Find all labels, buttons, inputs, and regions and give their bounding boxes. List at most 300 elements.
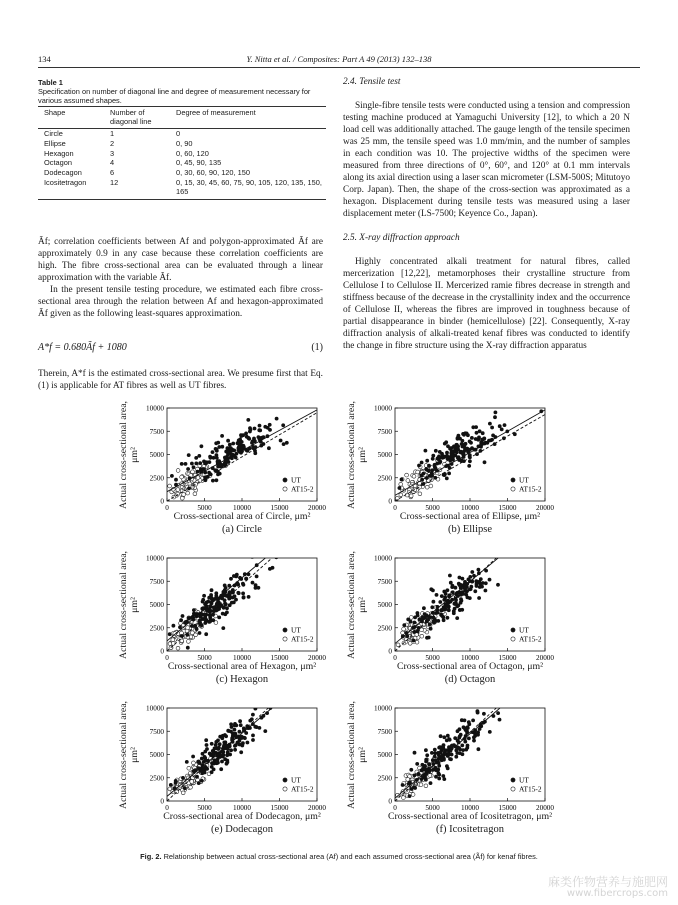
- y-tick-label: 2500: [149, 774, 164, 783]
- data-point: [466, 726, 470, 730]
- data-point: [442, 618, 446, 622]
- x-tick-label: 10000: [461, 804, 479, 812]
- x-tick-label: 5000: [425, 654, 440, 662]
- y-tick-label: 10000: [374, 704, 392, 713]
- data-point: [448, 738, 452, 742]
- data-point: [228, 443, 232, 447]
- y-tick-label: 0: [160, 497, 164, 506]
- data-point: [220, 760, 224, 764]
- data-point: [474, 437, 478, 441]
- data-point: [198, 461, 202, 465]
- data-point: [459, 597, 463, 601]
- x-tick-label: 0: [393, 804, 397, 812]
- data-point: [446, 444, 450, 448]
- data-point: [496, 583, 500, 587]
- data-point: [216, 758, 220, 762]
- data-point: [228, 590, 232, 594]
- y-tick-label: 10000: [374, 554, 392, 563]
- table-label: Table 1: [38, 78, 63, 87]
- data-point: [181, 791, 185, 795]
- y-tick-label: 7500: [149, 427, 164, 436]
- x-tick-label: 15000: [270, 654, 289, 662]
- data-point: [205, 743, 209, 747]
- y-tick-label: 10000: [374, 404, 392, 413]
- data-point: [432, 600, 436, 604]
- data-point: [438, 450, 442, 454]
- table-row: [38, 139, 326, 149]
- data-point: [399, 493, 403, 497]
- data-point: [500, 428, 504, 432]
- data-point: [458, 576, 462, 580]
- data-point: [477, 568, 481, 572]
- table-caption-text: Specification on number of diagonal line and degree of measurement necessary for various assumed shapes.: [38, 87, 311, 105]
- legend-marker: [511, 637, 515, 641]
- figure-caption-text: Relationship between actual cross-sectional area (Af) and each assumed cross-sectional area (Ãf) for kenaf fibres.: [163, 852, 538, 861]
- data-point: [249, 550, 253, 554]
- y-tick-label: 0: [388, 647, 392, 656]
- data-point: [229, 722, 233, 726]
- legend-marker: [283, 778, 287, 782]
- data-point: [424, 467, 428, 471]
- data-point: [452, 445, 456, 449]
- data-point: [503, 423, 507, 427]
- data-point: [214, 743, 218, 747]
- data-point: [223, 757, 227, 761]
- data-point: [246, 418, 250, 422]
- data-point: [226, 439, 230, 443]
- data-point: [473, 589, 477, 593]
- data-point: [246, 741, 250, 745]
- y-tick-label: 5000: [377, 601, 392, 609]
- data-point: [471, 719, 475, 723]
- panel-label: (d) Octagon: [444, 674, 496, 685]
- data-point: [424, 778, 428, 782]
- data-point: [478, 727, 482, 731]
- data-point: [222, 605, 226, 609]
- data-point: [254, 707, 258, 711]
- data-point: [171, 638, 175, 642]
- data-point: [402, 796, 406, 800]
- x-tick-label: 10000: [461, 504, 479, 512]
- data-point: [180, 475, 184, 479]
- table-cell: Octagon: [44, 158, 72, 168]
- data-point: [239, 750, 243, 754]
- data-point: [237, 591, 241, 595]
- data-point: [251, 738, 255, 742]
- data-point: [405, 473, 409, 477]
- y-axis-label: Actual cross-sectional area, μm²: [118, 550, 140, 659]
- data-point: [211, 618, 215, 622]
- panel-label: (e) Dodecagon: [210, 824, 274, 835]
- table-cell: 3: [110, 148, 115, 158]
- data-point: [466, 744, 470, 748]
- data-point: [220, 736, 224, 740]
- panel-label: (f) Icositetragon: [436, 824, 504, 835]
- data-point: [232, 574, 236, 578]
- data-point: [307, 402, 311, 406]
- equation: [38, 342, 323, 353]
- y-tick-label: 5000: [149, 601, 164, 609]
- data-point: [184, 620, 188, 624]
- data-point: [450, 744, 454, 748]
- data-point: [187, 453, 191, 457]
- data-point: [204, 738, 208, 742]
- data-point: [412, 639, 416, 643]
- x-tick-label: 10000: [233, 504, 251, 512]
- data-point: [419, 783, 423, 787]
- data-point: [467, 578, 471, 582]
- y-tick-label: 2500: [149, 624, 164, 633]
- data-point: [254, 583, 258, 587]
- data-point: [187, 640, 191, 644]
- data-point: [431, 768, 435, 772]
- y-tick-label: 0: [160, 647, 164, 656]
- data-point: [464, 447, 468, 451]
- legend-marker: [283, 478, 287, 482]
- data-point: [233, 748, 237, 752]
- data-point: [202, 594, 206, 598]
- points-group: [167, 546, 280, 651]
- data-point: [195, 775, 199, 779]
- data-point: [192, 465, 196, 469]
- data-point: [464, 593, 468, 597]
- data-point: [215, 478, 219, 482]
- data-point: [424, 748, 428, 752]
- data-point: [535, 395, 539, 399]
- data-point: [191, 470, 195, 474]
- data-point: [211, 450, 215, 454]
- data-point: [174, 779, 178, 783]
- data-point: [225, 762, 229, 766]
- data-point: [482, 712, 486, 716]
- data-point: [263, 729, 267, 733]
- data-point: [475, 431, 479, 435]
- data-point: [258, 726, 262, 730]
- specification-table: [38, 106, 326, 200]
- data-point: [197, 781, 201, 785]
- data-point: [491, 434, 495, 438]
- data-point: [478, 585, 482, 589]
- y-tick-label: 2500: [377, 624, 392, 633]
- table-row: [38, 129, 326, 139]
- data-point: [267, 446, 271, 450]
- data-point: [446, 734, 450, 738]
- y-tick-label: 0: [160, 797, 164, 806]
- data-point: [458, 437, 462, 441]
- data-point: [195, 627, 199, 631]
- table-header-diagonal: Number of diagonal line: [104, 107, 170, 129]
- data-point: [281, 423, 285, 427]
- data-point: [212, 749, 216, 753]
- data-point: [429, 627, 433, 631]
- data-point: [442, 590, 446, 594]
- data-point: [176, 488, 180, 492]
- legend-marker: [511, 787, 515, 791]
- data-point: [200, 444, 204, 448]
- data-point: [192, 608, 196, 612]
- data-point: [436, 619, 440, 623]
- scatter-panel: [340, 700, 570, 845]
- data-point: [227, 729, 231, 733]
- data-point: [445, 764, 449, 768]
- y-axis-label: Actual cross-sectional area, μm²: [346, 550, 368, 659]
- data-point: [420, 461, 424, 465]
- data-point: [172, 624, 176, 628]
- data-point: [454, 755, 458, 759]
- y-tick-label: 2500: [377, 474, 392, 483]
- data-point: [434, 449, 438, 453]
- data-point: [279, 439, 283, 443]
- data-point: [194, 462, 198, 466]
- data-point: [186, 626, 190, 630]
- paragraph: Therein, A*f is the estimated cross-sectional area. We presume first that Eq. (1) is applicable for AT fibres as well as UT fibres.: [38, 369, 323, 391]
- legend-label: AT15-2: [291, 784, 314, 794]
- x-axis-label: Cross-sectional area of Ellipse, μm²: [399, 511, 541, 522]
- data-point: [239, 723, 243, 727]
- data-point: [452, 611, 456, 615]
- data-point: [439, 613, 443, 617]
- table-cell: 0, 90: [176, 138, 193, 148]
- data-point: [413, 751, 417, 755]
- table-cell: 0, 45, 90, 135: [176, 158, 222, 168]
- data-point: [413, 786, 417, 790]
- data-point: [488, 730, 492, 734]
- data-point: [225, 753, 229, 757]
- data-point: [229, 748, 233, 752]
- x-tick-label: 15000: [498, 654, 517, 662]
- watermark-logo: www.fibercrops.com: [566, 888, 668, 899]
- data-point: [433, 751, 437, 755]
- x-axis-label: Cross-sectional area of Circle, μm²: [173, 511, 311, 522]
- data-point: [469, 585, 473, 589]
- section-heading: 2.5. X-ray diffraction approach: [343, 233, 460, 243]
- data-point: [406, 479, 410, 483]
- data-point: [442, 777, 446, 781]
- legend-marker: [283, 637, 287, 641]
- data-point: [186, 491, 190, 495]
- data-point: [240, 434, 244, 438]
- data-point: [429, 781, 433, 785]
- data-point: [187, 616, 191, 620]
- data-point: [438, 461, 442, 465]
- data-point: [473, 734, 477, 738]
- data-point: [435, 593, 439, 597]
- y-axis-label: Actual cross-sectional area, μm²: [118, 700, 140, 809]
- panel-label: (c) Hexagon: [215, 674, 269, 685]
- data-point: [182, 493, 186, 497]
- data-point: [205, 609, 209, 613]
- data-point: [446, 616, 450, 620]
- data-point: [425, 753, 429, 757]
- data-point: [196, 476, 200, 480]
- data-point: [458, 608, 462, 612]
- data-point: [428, 622, 432, 626]
- data-point: [424, 758, 428, 762]
- data-point: [422, 606, 426, 610]
- data-point: [477, 580, 481, 584]
- data-point: [222, 741, 226, 745]
- data-point: [190, 780, 194, 784]
- data-point: [225, 611, 229, 615]
- scatter-panel: [340, 550, 570, 695]
- data-point: [477, 436, 481, 440]
- legend-marker: [511, 487, 515, 491]
- data-point: [184, 462, 188, 466]
- y-tick-label: 5000: [149, 451, 164, 459]
- table-cell: 6: [110, 168, 115, 178]
- data-point: [204, 618, 208, 622]
- data-point: [258, 428, 262, 432]
- data-point: [441, 747, 445, 751]
- y-tick-label: 7500: [377, 577, 392, 586]
- x-axis-label: Cross-sectional area of Icositetragon, μm²: [387, 811, 553, 822]
- data-point: [217, 747, 221, 751]
- data-point: [192, 761, 196, 765]
- page-number: 134: [38, 54, 51, 64]
- data-point: [251, 713, 255, 717]
- data-point: [448, 574, 452, 578]
- data-point: [211, 762, 215, 766]
- data-point: [251, 581, 255, 585]
- data-point: [430, 751, 434, 755]
- data-point: [427, 464, 431, 468]
- data-point: [431, 454, 435, 458]
- data-point: [191, 755, 195, 759]
- paragraph: In the present tensile testing procedure, we estimated each fibre cross-sectional area through the relation between Af and hexagon-approximated Ãf given as the following least-squares approximation.: [38, 285, 323, 319]
- x-axis-label: Cross-sectional area of Octagon, μm²: [396, 661, 544, 672]
- table-row: [38, 158, 326, 168]
- x-tick-label: 0: [165, 654, 169, 662]
- data-point: [456, 604, 460, 608]
- table-caption: [38, 78, 326, 105]
- data-point: [484, 589, 488, 593]
- data-point: [433, 755, 437, 759]
- y-tick-label: 7500: [377, 727, 392, 736]
- scatter-panel: [112, 700, 342, 845]
- fit-line: [395, 553, 504, 643]
- x-tick-label: 0: [393, 504, 397, 512]
- data-point: [238, 739, 242, 743]
- data-point: [463, 443, 467, 447]
- data-point: [180, 496, 184, 500]
- data-point: [399, 482, 403, 486]
- data-point: [214, 594, 218, 598]
- table-cell: 4: [110, 158, 115, 168]
- data-point: [176, 646, 180, 650]
- y-tick-label: 0: [388, 797, 392, 806]
- data-point: [268, 423, 272, 427]
- y-tick-label: 2500: [149, 474, 164, 483]
- scatter-panel: [112, 400, 342, 545]
- table-row: [38, 149, 326, 159]
- y-tick-label: 5000: [377, 751, 392, 759]
- data-point: [418, 485, 422, 489]
- y-tick-label: 5000: [377, 451, 392, 459]
- data-point: [197, 454, 201, 458]
- data-point: [430, 605, 434, 609]
- table-header-degree: Degree of measurement: [170, 107, 326, 129]
- data-point: [245, 435, 249, 439]
- data-point: [233, 744, 237, 748]
- section-heading: 2.4. Tensile test: [343, 77, 401, 87]
- data-point: [224, 450, 228, 454]
- legend-label: AT15-2: [291, 634, 314, 644]
- x-tick-label: 20000: [536, 504, 554, 512]
- data-point: [436, 768, 440, 772]
- data-point: [425, 485, 429, 489]
- data-point: [203, 771, 207, 775]
- figure-caption-label: Fig. 2.: [140, 852, 162, 861]
- data-point: [418, 492, 422, 496]
- data-point: [215, 453, 219, 457]
- data-point: [490, 426, 494, 430]
- table-cell: 1: [110, 129, 115, 138]
- data-point: [437, 773, 441, 777]
- data-point: [189, 785, 193, 789]
- data-point: [449, 757, 453, 761]
- legend-label: UT: [291, 775, 301, 785]
- data-point: [190, 462, 194, 466]
- data-point: [467, 720, 471, 724]
- data-point: [174, 478, 178, 482]
- table-cell: Dodecagon: [44, 168, 82, 178]
- data-point: [412, 474, 416, 478]
- x-tick-label: 20000: [536, 804, 554, 812]
- data-point: [221, 626, 225, 630]
- data-point: [253, 725, 257, 729]
- data-point: [203, 602, 207, 606]
- data-point: [423, 764, 427, 768]
- data-point: [488, 422, 492, 426]
- data-point: [424, 784, 428, 788]
- data-point: [447, 472, 451, 476]
- data-point: [433, 463, 437, 467]
- data-point: [268, 704, 272, 708]
- x-tick-label: 15000: [498, 804, 517, 812]
- data-point: [402, 623, 406, 627]
- legend-label: AT15-2: [519, 634, 542, 644]
- data-point: [248, 430, 252, 434]
- data-point: [409, 494, 413, 498]
- data-point: [433, 748, 437, 752]
- y-axis-label: Actual cross-sectional area, μm²: [118, 400, 140, 509]
- data-point: [268, 567, 272, 571]
- data-point: [496, 550, 500, 554]
- data-point: [253, 451, 257, 455]
- y-tick-label: 5000: [149, 751, 164, 759]
- data-point: [460, 718, 464, 722]
- table-header-shape: Shape: [38, 107, 104, 129]
- y-tick-label: 10000: [146, 404, 164, 413]
- data-point: [236, 441, 240, 445]
- data-point: [401, 783, 405, 787]
- y-tick-label: 0: [388, 497, 392, 506]
- data-point: [409, 768, 413, 772]
- data-point: [194, 633, 198, 637]
- data-point: [185, 760, 189, 764]
- scatter-panel: [112, 550, 342, 695]
- legend-label: AT15-2: [519, 484, 542, 494]
- y-tick-label: 10000: [146, 554, 164, 563]
- data-point: [401, 631, 405, 635]
- equation-number: (1): [311, 342, 323, 353]
- data-point: [241, 592, 245, 596]
- data-point: [431, 457, 435, 461]
- data-point: [186, 467, 190, 471]
- table-cell: 0, 15, 30, 45, 60, 75, 90, 105, 120, 135, 150, 165: [170, 178, 326, 199]
- y-tick-label: 7500: [377, 427, 392, 436]
- data-point: [212, 768, 216, 772]
